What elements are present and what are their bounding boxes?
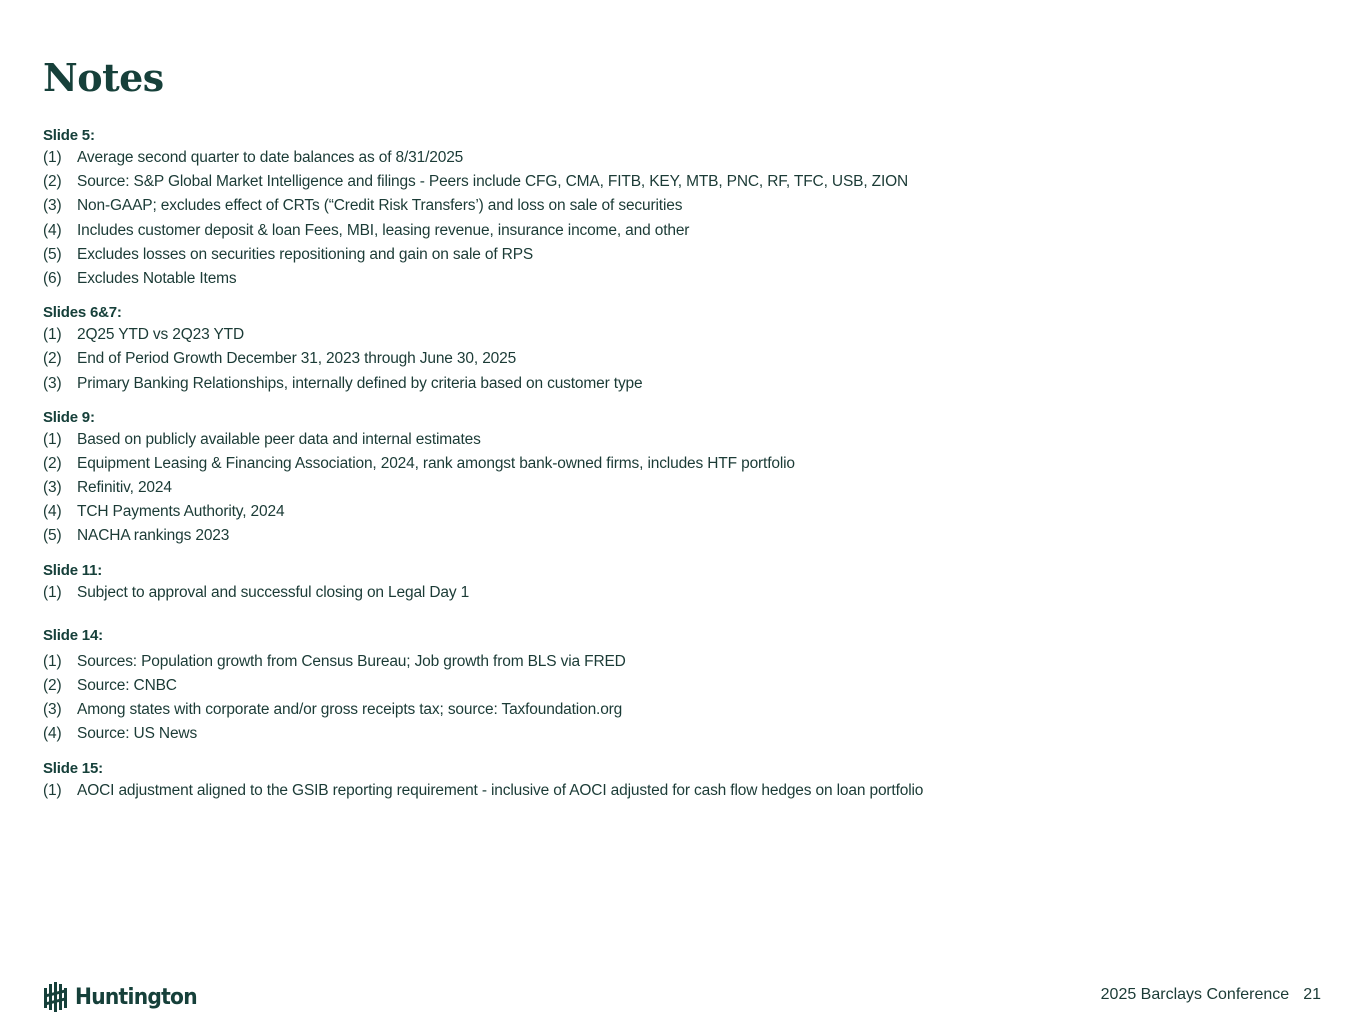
note-text: Source: US News xyxy=(77,725,198,743)
notes-list xyxy=(43,126,1143,803)
note-number: (1) xyxy=(43,781,62,799)
notes-section-slide-15 xyxy=(43,759,1143,803)
page-number: 21 xyxy=(1303,986,1321,1003)
note-text: Excludes losses on securities repositioning and gain on sale of RPS xyxy=(77,245,534,263)
note-text: End of Period Growth December 31, 2023 through June 30, 2025 xyxy=(77,350,517,368)
note-number: (5) xyxy=(43,527,62,545)
note-number: (1) xyxy=(43,326,62,344)
note-item xyxy=(43,219,1143,243)
note-item xyxy=(43,500,1143,524)
note-number: (2) xyxy=(43,173,62,191)
section-heading: Slide 15: xyxy=(43,759,103,777)
note-text: Source: S&P Global Market Intelligence and filings - Peers include CFG, CMA, FITB, KEY, MTB, PNC, RF, TFC, USB, ZION xyxy=(77,173,909,191)
note-number: (3) xyxy=(43,701,62,719)
note-number: (4) xyxy=(43,725,62,743)
notes-section-slide-14 xyxy=(43,626,1143,747)
section-heading: Slide 5: xyxy=(43,127,95,144)
note-item xyxy=(43,698,1143,722)
note-number: (3) xyxy=(43,374,62,392)
note-text: Sources: Population growth from Census Bureau; Job growth from BLS via FRED xyxy=(77,652,626,670)
note-item xyxy=(43,779,1143,803)
note-item xyxy=(43,170,1143,194)
note-number: (3) xyxy=(43,479,62,497)
note-text: Source: CNBC xyxy=(77,677,177,694)
note-text: Based on publicly available peer data and internal estimates xyxy=(77,430,481,448)
section-heading: Slide 14: xyxy=(43,626,103,644)
page-title: Notes xyxy=(43,55,164,100)
note-text: NACHA rankings 2023 xyxy=(77,527,230,545)
note-number: (4) xyxy=(43,503,62,521)
note-item xyxy=(43,428,1143,452)
note-item xyxy=(43,722,1143,746)
note-number: (2) xyxy=(43,677,62,694)
section-heading: Slides 6&7: xyxy=(43,304,122,322)
note-item xyxy=(43,243,1143,267)
notes-section-slide-9 xyxy=(43,408,1143,549)
note-text: Equipment Leasing & Financing Association, 2024, rank amongst bank-owned firms, includes HTF portfolio xyxy=(77,454,795,472)
note-item xyxy=(43,347,1143,371)
note-item xyxy=(43,267,1143,291)
note-text: Non-GAAP; excludes effect of CRTs (“Credit Risk Transfers’) and loss on sale of securities xyxy=(77,197,683,215)
note-number: (6) xyxy=(43,269,62,287)
note-number: (3) xyxy=(43,197,62,215)
note-item xyxy=(43,323,1143,347)
logo-wordmark: Huntington xyxy=(75,984,197,1010)
section-heading: Slide 9: xyxy=(43,408,95,426)
note-item xyxy=(43,146,1143,170)
note-text: Subject to approval and successful closing on Legal Day 1 xyxy=(77,583,470,601)
note-text: Primary Banking Relationships, internally defined by criteria based on customer type xyxy=(77,374,643,392)
note-item xyxy=(43,194,1143,218)
note-number: (1) xyxy=(43,149,62,166)
note-item xyxy=(43,650,1143,674)
note-text: Excludes Notable Items xyxy=(77,269,237,287)
note-item xyxy=(43,674,1143,698)
notes-section-slide-5 xyxy=(43,126,1143,291)
note-item xyxy=(43,452,1143,476)
section-heading: Slide 11: xyxy=(43,561,103,579)
note-number: (1) xyxy=(43,583,62,601)
footer xyxy=(1101,984,1321,1006)
note-text: Among states with corporate and/or gross receipts tax; source: Taxfoundation.org xyxy=(77,701,623,719)
note-item xyxy=(43,524,1143,548)
notes-section-slide-11 xyxy=(43,561,1143,605)
note-number: (5) xyxy=(43,245,62,263)
note-number: (2) xyxy=(43,350,62,368)
note-text: Includes customer deposit & loan Fees, MBI, leasing revenue, insurance income, and other xyxy=(77,221,690,239)
huntington-logo xyxy=(43,981,208,1013)
huntington-logo-icon xyxy=(43,982,69,1012)
note-text: 2Q25 YTD vs 2Q23 YTD xyxy=(77,326,245,344)
note-text: Average second quarter to date balances as of 8/31/2025 xyxy=(77,149,464,166)
note-item xyxy=(43,476,1143,500)
note-number: (1) xyxy=(43,430,62,448)
conference-name: 2025 Barclays Conference xyxy=(1100,986,1290,1003)
note-number: (1) xyxy=(43,652,62,670)
note-number: (4) xyxy=(43,221,62,239)
note-text: Refinitiv, 2024 xyxy=(77,479,172,497)
note-text: AOCI adjustment aligned to the GSIB reporting requirement - inclusive of AOCI adjusted for cash flow hedges on loan portfolio xyxy=(77,781,924,799)
note-text: TCH Payments Authority, 2024 xyxy=(77,503,285,521)
notes-section-slides-6-7 xyxy=(43,303,1143,396)
note-item xyxy=(43,581,1143,605)
note-item xyxy=(43,372,1143,396)
note-number: (2) xyxy=(43,454,62,472)
